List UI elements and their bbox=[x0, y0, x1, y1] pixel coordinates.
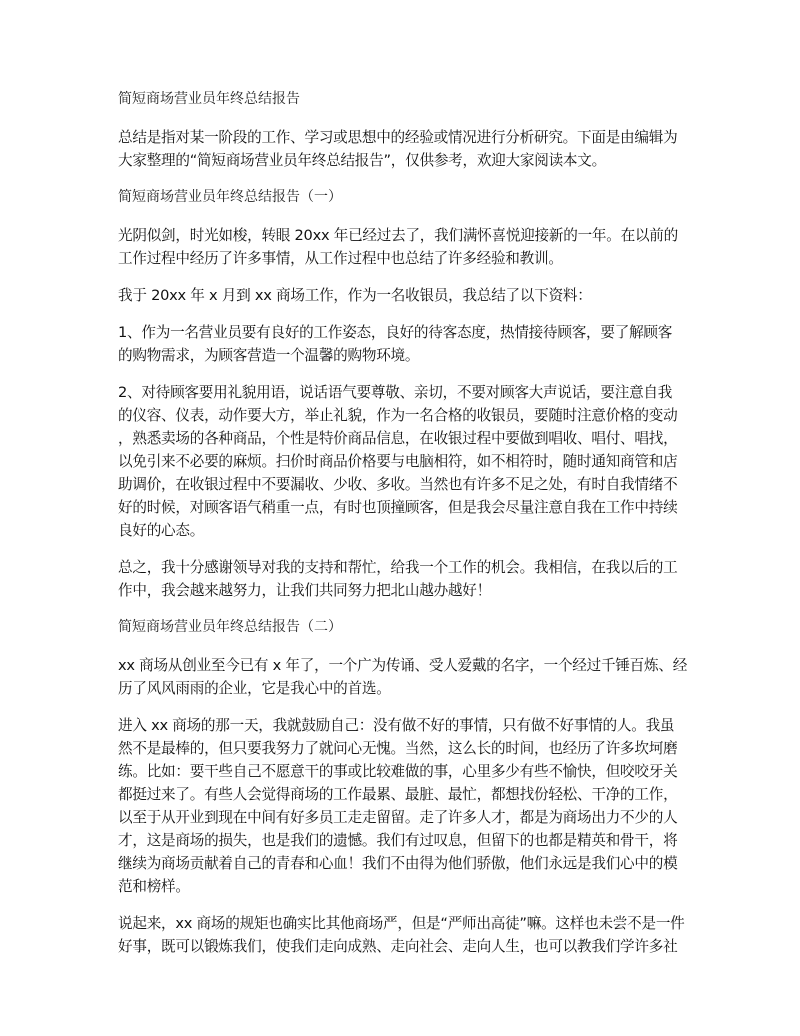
document-title: 简短商场营业员年终总结报告 bbox=[118, 91, 300, 107]
text-line: 总之，我十分感谢领导对我的支持和帮忙，给我一个工作的机会。我相信，在我以后的工 bbox=[118, 559, 678, 576]
text-line: xx 商场从创业至今已有 x 年了，一个广为传诵、受人爱戴的名字，一个经过千锤百炼、经 bbox=[118, 657, 688, 674]
text-line: 好的时候，对顾客语气稍重一点，有时也顶撞顾客，但是我会尽量注意自我在工作中持续 bbox=[118, 499, 678, 516]
paragraph bbox=[118, 912, 688, 958]
paragraph bbox=[118, 714, 688, 898]
text-line: 助调价，在收银过程中不要漏收、少收、多收。当然也有许多不足之处，有时自我情绪不 bbox=[118, 476, 678, 493]
paragraph bbox=[118, 381, 688, 542]
text-line: 练。比如：要干些自己不愿意干的事或比较难做的事，心里多少有些不愉快，但咬咬牙关 bbox=[118, 763, 678, 780]
text-line: 好事，既可以锻炼我们，使我们走向成熟、走向社会、走向人生，也可以教我们学许多社 bbox=[118, 938, 678, 955]
text-line: 总结是指对某一阶段的工作、学习或思想中的经验或情况进行分析研究。下面是由编辑为 bbox=[118, 129, 678, 146]
text-line: 良好的心态。 bbox=[118, 522, 205, 539]
section-heading-2: 简短商场营业员年终总结报告（二） bbox=[118, 619, 342, 635]
text-line: 作中，我会越来越努力，让我们共同努力把北山越办越好！ bbox=[118, 582, 491, 599]
text-line: 范和榜样。 bbox=[118, 878, 190, 895]
text-line: 以至于从开业到现在中间有好多员工走走留留。走了许多人才，都是为商场出力不少的人 bbox=[118, 809, 678, 826]
text-line: ，熟悉卖场的各种商品，个性是特价商品信息，在收银过程中要做到唱收、唱付、唱找， bbox=[118, 430, 678, 447]
text-line: 说起来，xx 商场的规矩也确实比其他商场严，但是“严师出高徒”嘛。这样也未尝不是一件 bbox=[118, 915, 685, 932]
text-line: 继续为商场贡献着自己的青春和心血！我们不由得为他们骄傲，他们永远是我们心中的模 bbox=[118, 855, 678, 872]
text-line: 以免引来不必要的麻烦。扫价时商品价格要与电脑相符，如不相符时，随时通知商管和店 bbox=[118, 453, 678, 470]
paragraph bbox=[118, 224, 688, 270]
intro-paragraph bbox=[118, 126, 688, 172]
text-line: 历了风风雨雨的企业，它是我心中的首选。 bbox=[118, 680, 391, 697]
paragraph bbox=[118, 654, 688, 700]
text-line: 进入 xx 商场的那一天，我就鼓励自己：没有做不好的事情，只有做不好事情的人。我虽 bbox=[118, 717, 675, 734]
text-line: 1、作为一名营业员要有良好的工作姿态，良好的待客态度，热情接待顾客，要了解顾客 bbox=[118, 324, 673, 341]
text-line: 2、对待顾客要用礼貌用语，说话语气要尊敬、亲切，不要对顾客大声说话，要注意自我 bbox=[118, 384, 673, 401]
paragraph bbox=[118, 321, 688, 367]
text-line: 大家整理的“简短商场营业员年终总结报告”，仅供参考，欢迎大家阅读本文。 bbox=[118, 152, 606, 169]
text-line: 的仪容、仪表，动作要大方，举止礼貌，作为一名合格的收银员，要随时注意价格的变动 bbox=[118, 407, 678, 424]
text-line: 都挺过来了。有些人会觉得商场的工作最累、最脏、最忙，都想找份轻松、干净的工作， bbox=[118, 786, 678, 803]
text-line: 光阴似剑，时光如梭，转眼 20xx 年已经过去了，我们满怀喜悦迎接新的一年。在以前的 bbox=[118, 227, 678, 244]
document-body bbox=[118, 88, 688, 972]
text-line: 然不是最棒的，但只要我努力了就问心无愧。当然，这么长的时间，也经历了许多坎坷磨 bbox=[118, 740, 678, 757]
text-line: 我于 20xx 年 x 月到 xx 商场工作，作为一名收银员，我总结了以下资料： bbox=[118, 287, 592, 304]
text-line: 的购物需求，为顾客营造一个温馨的购物环境。 bbox=[118, 347, 420, 364]
paragraph bbox=[118, 284, 688, 307]
paragraph bbox=[118, 556, 688, 602]
text-line: 工作过程中经历了许多事情，从工作过程中也总结了许多经验和教训。 bbox=[118, 250, 563, 267]
section-heading-1: 简短商场营业员年终总结报告（一） bbox=[118, 189, 342, 205]
text-line: 才，这是商场的损失，也是我们的遗憾。我们有过叹息，但留下的也都是精英和骨干，将 bbox=[118, 832, 678, 849]
